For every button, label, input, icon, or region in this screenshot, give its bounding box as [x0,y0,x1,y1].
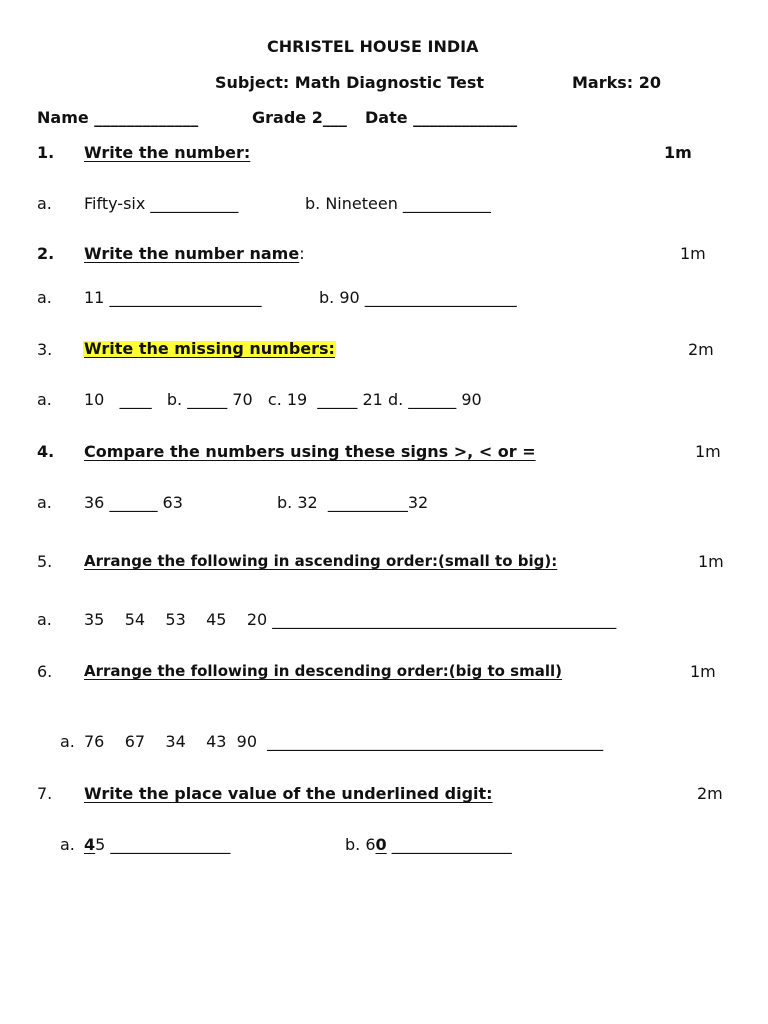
question-7-item-label: a. [60,835,75,854]
question-1-item-a: Fifty-six ___________ [84,194,239,213]
question-1-item-label: a. [37,194,52,213]
question-6-title: Arrange the following in descending order:(big to small) [84,662,563,680]
date-field: Date _____________ [365,108,518,127]
grade-field: Grade 2___ [252,108,347,127]
question-1-number: 1. [37,143,55,162]
question-6-item-a: 76 67 34 43 90 __________________________________________ [84,732,604,751]
question-2-marks: 1m [680,244,706,263]
question-7-marks: 2m [697,784,723,803]
question-3-marks: 2m [688,340,714,359]
underlined-digit-a: 4 [84,835,96,854]
question-7-item-b-rest: _______________ [386,835,512,854]
question-3-title: Write the missing numbers: [84,339,335,358]
question-6-item-label: a. [60,732,75,751]
question-7-item-a [84,837,230,853]
question-3-item-label: a. [37,390,52,409]
question-4-item-label: a. [37,493,52,512]
question-1-title: Write the number: [84,143,251,162]
question-2-item-a: 11 ___________________ [84,288,262,307]
question-7-number: 7. [37,784,53,803]
question-1-item-b: b. Nineteen ___________ [305,194,491,213]
question-7-item-b [345,837,512,853]
question-2-number: 2. [37,244,55,263]
question-5-number: 5. [37,552,53,571]
question-5-item-a: 35 54 53 45 20 ___________________________________________ [84,610,617,629]
question-3-number: 3. [37,340,53,359]
question-2-item-label: a. [37,288,52,307]
total-marks: Marks: 20 [572,73,662,92]
question-4-item-b: b. 32 __________32 [277,493,429,512]
question-1-marks: 1m [664,143,692,162]
school-name: CHRISTEL HOUSE INDIA [267,37,479,56]
question-2-title: Write the number name [84,244,300,263]
question-2-title-wrap [84,246,305,262]
name-field: Name _____________ [37,108,199,127]
question-5-title: Arrange the following in ascending order:(small to big): [84,552,558,570]
question-4-number: 4. [37,442,55,461]
underlined-digit-b: 0 [375,835,387,854]
question-4-title: Compare the numbers using these signs >, < or = [84,442,536,461]
question-5-item-label: a. [37,610,52,629]
question-6-marks: 1m [690,662,716,681]
question-4-item-a: 36 ______ 63 [84,493,183,512]
subject-line: Subject: Math Diagnostic Test [215,73,485,92]
question-7-item-a-rest: 5 _______________ [95,835,231,854]
question-2-item-b: b. 90 ___________________ [319,288,517,307]
question-4-marks: 1m [695,442,721,461]
question-6-number: 6. [37,662,53,681]
question-2-title-suffix: : [299,244,305,263]
question-3-item-a: 10 ____ b. _____ 70 c. 19 _____ 21 d. ______ 90 [84,390,482,409]
question-5-marks: 1m [698,552,724,571]
question-7-item-b-prefix: b. 6 [345,835,376,854]
question-7-title: Write the place value of the underlined digit: [84,784,493,803]
